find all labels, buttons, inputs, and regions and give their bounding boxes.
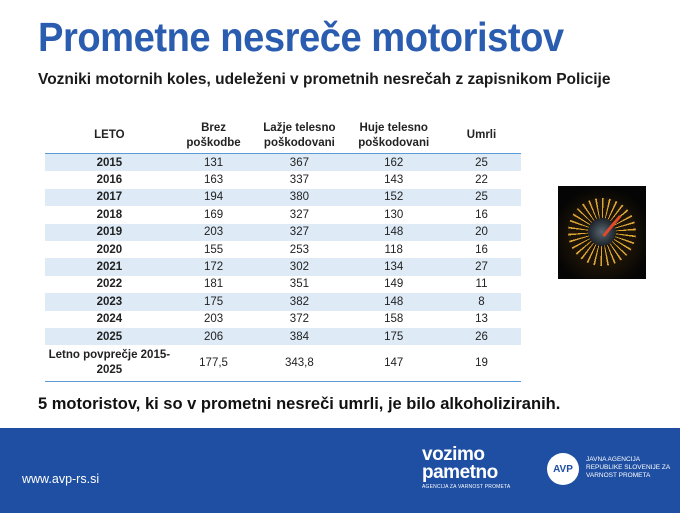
cell-no-injury: 175 — [174, 293, 254, 310]
cell-serious-injury: 149 — [384, 278, 404, 291]
cell-year: 2022 — [96, 278, 123, 291]
cell-light-injury: 367 — [253, 154, 345, 172]
accident-table — [45, 118, 521, 382]
cell-deaths: 22 — [475, 174, 488, 187]
cell-no-injury: 155 — [203, 243, 224, 256]
cell-deaths: 27 — [442, 258, 521, 275]
agency-name: JAVNA AGENCIJA REPUBLIKE SLOVENIJE ZA VARNOST PROMETA — [586, 456, 670, 479]
cell-serious-injury: 134 — [345, 258, 442, 275]
cell-serious-injury: 130 — [384, 208, 404, 221]
cell-deaths: 25 — [442, 189, 521, 206]
cell-serious-injury: 162 — [345, 154, 442, 172]
cell-no-injury: 206 — [174, 328, 254, 345]
cell-no-injury: 203 — [174, 224, 254, 241]
cell-deaths: 13 — [475, 313, 488, 326]
cell-no-injury: 181 — [203, 278, 224, 291]
cell-year: 2023 — [45, 293, 174, 310]
cell-light-injury: 380 — [253, 189, 345, 206]
cell-light-injury: 351 — [289, 278, 309, 291]
avp-logo-icon: AVP — [547, 453, 579, 485]
cell-light-injury: 382 — [253, 293, 345, 310]
cell-year: 2020 — [96, 243, 123, 256]
table-row — [45, 171, 521, 188]
cell-light-injury: 253 — [289, 243, 309, 256]
logo-line2: pametno — [422, 462, 498, 483]
table-row — [45, 258, 521, 275]
table-row — [45, 311, 521, 328]
cell-deaths: 25 — [442, 154, 521, 172]
table-row — [45, 328, 521, 345]
avg-cell-no-injury: 177,5 — [199, 356, 228, 369]
table-row — [45, 189, 521, 206]
cell-deaths: 11 — [475, 278, 488, 291]
cell-light-injury: 327 — [253, 224, 345, 241]
avg-cell-deaths: 19 — [475, 356, 488, 369]
logo-line1: vozimo — [422, 444, 485, 465]
cell-no-injury: 131 — [174, 154, 254, 172]
cell-no-injury: 203 — [203, 313, 224, 326]
col-header-light-injury: Lažje telesno poškodovani — [253, 118, 345, 154]
cell-no-injury: 172 — [174, 258, 254, 275]
website-link[interactable]: www.avp-rs.si — [22, 472, 100, 486]
avg-cell-light-injury: 343,8 — [285, 356, 314, 369]
table-row — [45, 206, 521, 223]
cell-no-injury: 163 — [203, 174, 224, 187]
cell-deaths: 26 — [442, 328, 521, 345]
cell-serious-injury: 148 — [345, 224, 442, 241]
table-row — [45, 241, 521, 258]
cell-deaths: 8 — [442, 293, 521, 310]
logo-tagline: AGENCIJA ZA VARNOST PROMETA — [422, 484, 511, 490]
cell-year: 2024 — [96, 313, 123, 326]
alcohol-note: 5 motoristov, ki so v prometni nesreči umrli, je bilo alkoholiziranih. — [38, 395, 561, 413]
cell-year: 2016 — [96, 174, 123, 187]
cell-light-injury: 327 — [289, 208, 309, 221]
cell-light-injury: 302 — [253, 258, 345, 275]
cell-year: 2018 — [96, 208, 123, 221]
cell-deaths: 20 — [442, 224, 521, 241]
avp-agency-logo — [547, 453, 677, 487]
footer-bar — [0, 428, 680, 513]
cell-year: 2025 — [45, 328, 174, 345]
cell-serious-injury: 152 — [345, 189, 442, 206]
table-row — [45, 224, 521, 241]
page-title: Prometne nesreče motoristov — [38, 14, 564, 60]
vozimo-pametno-logo — [422, 446, 514, 496]
average-row — [45, 345, 521, 382]
col-header-year: LETO — [45, 118, 174, 154]
cell-no-injury: 169 — [203, 208, 224, 221]
table-row — [45, 293, 521, 310]
table-row — [45, 154, 521, 172]
avg-cell-serious-injury: 147 — [384, 356, 404, 369]
cell-deaths: 16 — [475, 243, 488, 256]
col-header-serious-injury: Huje telesno poškodovani — [345, 118, 442, 154]
cell-serious-injury: 148 — [345, 293, 442, 310]
cell-light-injury: 384 — [253, 328, 345, 345]
cell-serious-injury: 175 — [345, 328, 442, 345]
table-row — [45, 276, 521, 293]
cell-serious-injury: 118 — [384, 243, 403, 256]
avg-cell-year: Letno povprečje 2015-2025 — [48, 349, 171, 377]
page-subtitle: Vozniki motornih koles, udeleženi v prometnih nesrečah z zapisnikom Policije — [38, 71, 611, 88]
cell-year: 2021 — [45, 258, 174, 275]
speedometer-photo-icon — [558, 186, 646, 279]
col-header-no-injury: Brez poškodbe — [174, 118, 254, 154]
cell-deaths: 16 — [475, 208, 488, 221]
cell-year: 2015 — [45, 154, 174, 172]
cell-year: 2019 — [45, 224, 174, 241]
cell-serious-injury: 158 — [384, 313, 404, 326]
cell-serious-injury: 143 — [384, 174, 404, 187]
col-header-deaths: Umrli — [442, 118, 521, 154]
table-header-row — [45, 118, 521, 154]
cell-year: 2017 — [45, 189, 174, 206]
cell-light-injury: 337 — [289, 174, 309, 187]
cell-light-injury: 372 — [289, 313, 309, 326]
cell-no-injury: 194 — [174, 189, 254, 206]
